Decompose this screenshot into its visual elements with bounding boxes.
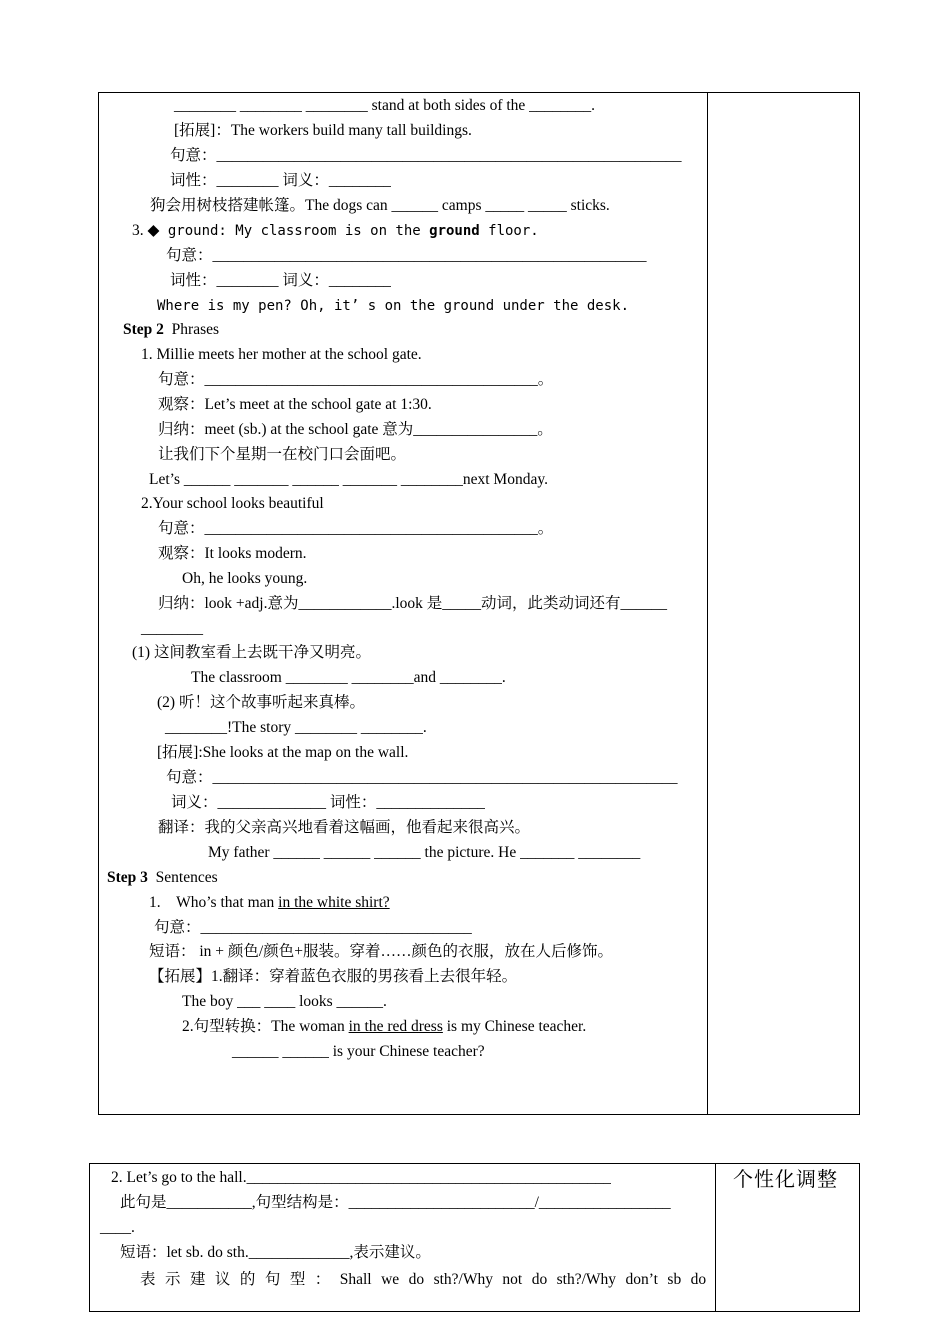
text-line: ________: [141, 620, 203, 637]
extension-2: [182, 1017, 586, 1037]
justified-word: 的: [239, 1271, 256, 1288]
text-line: (1) 这间教室看上去既干净又明亮。: [132, 644, 371, 661]
justified-word: 表: [140, 1271, 156, 1288]
text-line: 归纳：meet (sb.) at the school gate 意为________________。: [158, 421, 553, 438]
text-line: ____.: [100, 1219, 135, 1236]
justified-word: do: [408, 1271, 425, 1288]
text-line: 词性：________ 词义：________: [170, 172, 391, 189]
ground-number: 3. ◆: [132, 222, 160, 239]
step-3-title: Sentences: [155, 869, 218, 886]
text-line: 2. Let’s go to the hall._______________________________________________: [111, 1169, 611, 1186]
text-line: 句意：________________________________________________________: [166, 247, 647, 264]
justified-word: 示: [164, 1271, 181, 1288]
text-line: ________!The story ________ ________.: [165, 719, 427, 736]
text-line: 词性：________ 词义：________: [170, 272, 391, 289]
justified-word: sth?/Why: [556, 1271, 617, 1288]
text-line: 【拓展】1.翻译：穿着蓝色衣服的男孩看上去很年轻。: [149, 968, 518, 985]
ground-bold: ground: [429, 223, 480, 239]
text-line: ________ ________ ________ stand at both sides of the ________.: [174, 97, 596, 114]
text-line: 翻译：我的父亲高兴地看着这幅画，他看起来很高兴。: [158, 819, 531, 836]
table-2-column-divider: [715, 1163, 716, 1312]
extension-2-post: is my Chinese teacher.: [442, 1018, 587, 1035]
step-2-title: Phrases: [171, 321, 220, 338]
text-line: 此句是___________,句型结构是：________________________/_________________: [120, 1194, 671, 1211]
justified-word: 议: [214, 1271, 231, 1288]
justified-word: 句: [264, 1271, 281, 1288]
step-3-sentence-underlined: in the white shirt?: [278, 894, 390, 911]
justified-word: we: [381, 1271, 400, 1288]
text-line: (2) 听！这个故事听起来真棒。: [157, 694, 365, 711]
text-line: My father ______ ______ ______ the picture. He _______ ________: [208, 844, 641, 861]
text-line: 让我们下个星期一在校门口会面吧。: [158, 446, 407, 463]
text-line: 句意：___________________________________: [154, 919, 472, 936]
step-3-label: Step 3: [107, 869, 148, 886]
step-2-heading: [123, 320, 219, 340]
ground-heading: [132, 221, 539, 241]
step-3-number: 1.: [149, 894, 161, 911]
justified-word: 建: [189, 1271, 206, 1288]
ground-pre: ground: My classroom is on the: [159, 223, 430, 239]
suggestion-patterns-line: [140, 1267, 706, 1289]
text-line: 词义：______________ 词性：______________: [171, 794, 485, 811]
justified-word: 型: [289, 1271, 306, 1288]
text-line: 句意：___________________________________________。: [158, 520, 554, 537]
text-line: 1. Millie meets her mother at the school gate.: [141, 346, 422, 363]
text-line: [拓展]：The workers build many tall buildings.: [174, 122, 472, 139]
ground-example: Where is my pen? Oh, it’ s on the ground under the desk.: [157, 298, 630, 314]
ground-post: floor.: [479, 223, 539, 239]
text-line: 观察：Let’s meet at the school gate at 1:30.: [158, 396, 432, 413]
justified-word: ：: [314, 1271, 331, 1288]
text-line: 2.Your school looks beautiful: [141, 495, 324, 512]
text-line: Let’s ______ _______ ______ _______ ________next Monday.: [149, 471, 548, 488]
step-2-label: Step 2: [123, 321, 164, 338]
text-line: 观察：It looks modern.: [158, 545, 307, 562]
text-line: 短语： in + 颜色/颜色+服装。穿着……颜色的衣服，放在人后修饰。: [149, 943, 613, 960]
text-line: The boy ___ ____ looks ______.: [182, 993, 387, 1010]
text-line: The classroom ________ ________and ________.: [191, 669, 506, 686]
justified-word: Shall: [339, 1271, 372, 1288]
text-line: Oh, he looks young.: [182, 570, 308, 587]
justified-word: sth?/Why: [433, 1271, 493, 1288]
justified-word: sb: [667, 1271, 682, 1288]
step-3-sentence-pre: Who’s that man: [176, 894, 279, 911]
personalized-adjustment-heading: 个性化调整: [733, 1167, 838, 1191]
justified-word: do: [531, 1271, 548, 1288]
text-line: [拓展]:She looks at the map on the wall.: [157, 744, 409, 761]
text-line: 狗会用树枝搭建帐篷。The dogs can ______ camps _____ _____ sticks.: [150, 197, 610, 214]
step-3-sentence-1: [149, 893, 390, 913]
step-3-heading: [107, 868, 218, 888]
justified-word: not: [502, 1271, 523, 1288]
text-line: 句意：____________________________________________________________: [170, 147, 682, 164]
text-line: 归纳：look +adj.意为____________.look 是_____动词，此类动词还有______: [158, 595, 668, 612]
text-line: 短语：let sb. do sth._____________,表示建议。: [120, 1244, 431, 1261]
table-1-column-divider: [707, 92, 708, 1115]
text-line: ______ ______ is your Chinese teacher?: [232, 1043, 485, 1060]
extension-2-underlined: in the red dress: [348, 1018, 443, 1035]
extension-2-pre: 2.句型转换：The woman: [182, 1018, 349, 1035]
text-line: 句意：____________________________________________________________: [166, 769, 678, 786]
justified-word: don’t: [625, 1271, 658, 1288]
text-line: 句意：___________________________________________。: [158, 371, 554, 388]
justified-word: do: [690, 1271, 707, 1288]
